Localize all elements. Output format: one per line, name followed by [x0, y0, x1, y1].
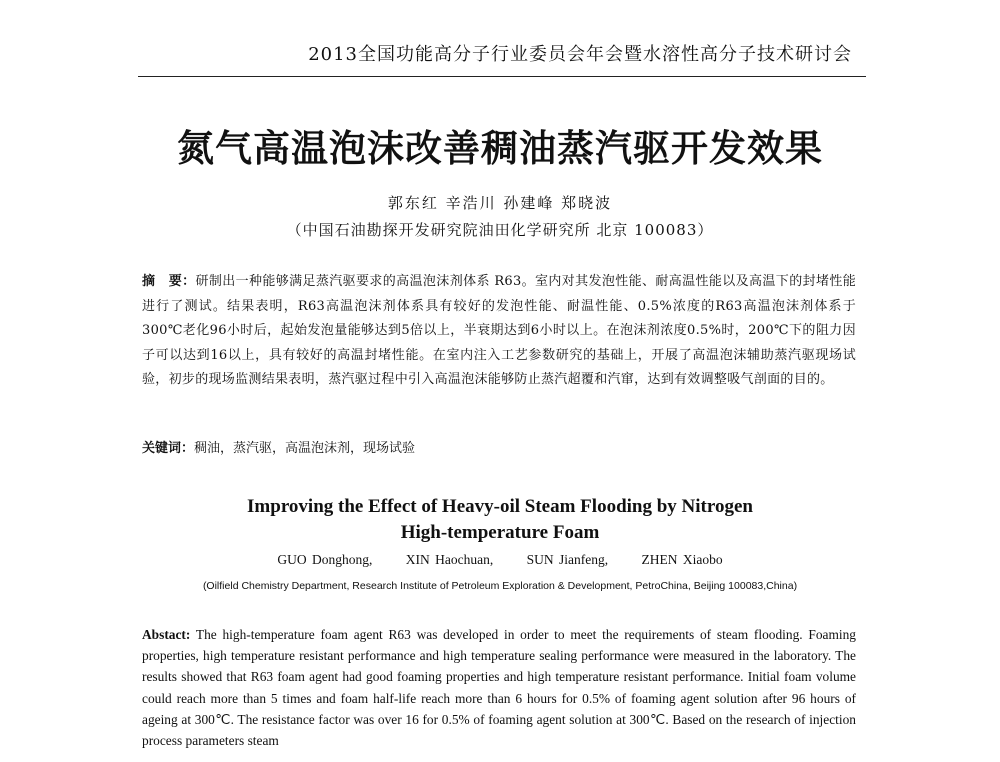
affiliation-en: (Oilfield Chemistry Department, Research Institute of Petroleum Exploration & Development, PetroChina, Beijing 100083,China)	[202, 580, 798, 592]
abstract-en-label: Abstact:	[142, 627, 191, 642]
abstract-cn-text: 研制出一种能够满足蒸汽驱要求的高温泡沫剂体系 R63。室内对其发泡性能、耐高温性能以及高温下的封堵性能进行了测试。结果表明，R63高温泡沫剂体系具有较好的发泡性能、耐温性能、0.5%浓度的R63高温泡沫剂体系于300℃老化96小时后，起始发泡量能够达到5倍以上，半衰期达到6小时以上。在泡沫剂浓度0.5%时，200℃下的阻力因子可以达到16以上，具有较好的高温封堵性能。在室内注入工艺参数研究的基础上，开展了高温泡沫辅助蒸汽驱现场试验，初步的现场监测结果表明，蒸汽驱过程中引入高温泡沫能够防止蒸汽超覆和汽窜，达到有效调整吸气剖面的目的。	[142, 274, 856, 387]
keywords-cn-text: 稠油，蒸汽驱，高温泡沫剂，现场试验	[194, 441, 416, 456]
paper-title-en-line2: High-temperature Foam	[400, 522, 600, 543]
keywords-cn	[142, 437, 856, 461]
abstract-en-text: The high-temperature foam agent R63 was developed in order to meet the requirements of steam flooding. Foaming properties, high temperature resistant performance and high temperature sealing performance were measured in the laboratory. The results showed that R63 foam agent had good foaming properties and high temperature resistant performance. Initial foam volume could reach more than 5 times and foam half-life reach more than 6 hours for 0.5% of foaming agent solution after 96 hours of ageing at 300℃. The resistance factor was over 16 for 0.5% of foaming agent solution at 300℃. Based on the research of injection process parameters steam	[142, 627, 856, 749]
author-en: XIN Haochuan,	[405, 552, 494, 567]
author-en: SUN Jianfeng,	[526, 552, 609, 567]
abstract-cn	[142, 270, 856, 393]
author-en: ZHEN Xiaobo	[641, 552, 723, 567]
abstract-cn-label: 摘 要：	[142, 274, 196, 289]
paper-title-en	[140, 494, 860, 546]
header-rule	[138, 76, 866, 77]
authors-cn: 郭东红 辛浩川 孙建峰 郑晓波	[387, 194, 613, 212]
authors-en	[140, 552, 860, 568]
keywords-cn-label: 关键词：	[142, 441, 195, 456]
running-head: 2013全国功能高分子行业委员会年会暨水溶性高分子技术研讨会	[308, 44, 852, 65]
affiliation-cn: （中国石油勘探开发研究院油田化学研究所 北京 100083）	[286, 221, 714, 239]
author-en: GUO Donghong,	[277, 552, 373, 567]
paper-title-en-line1: Improving the Effect of Heavy-oil Steam Flooding by Nitrogen	[247, 496, 753, 517]
abstract-en	[142, 624, 856, 751]
paper-title-cn: 氮气高温泡沫改善稠油蒸汽驱开发效果	[177, 126, 823, 170]
